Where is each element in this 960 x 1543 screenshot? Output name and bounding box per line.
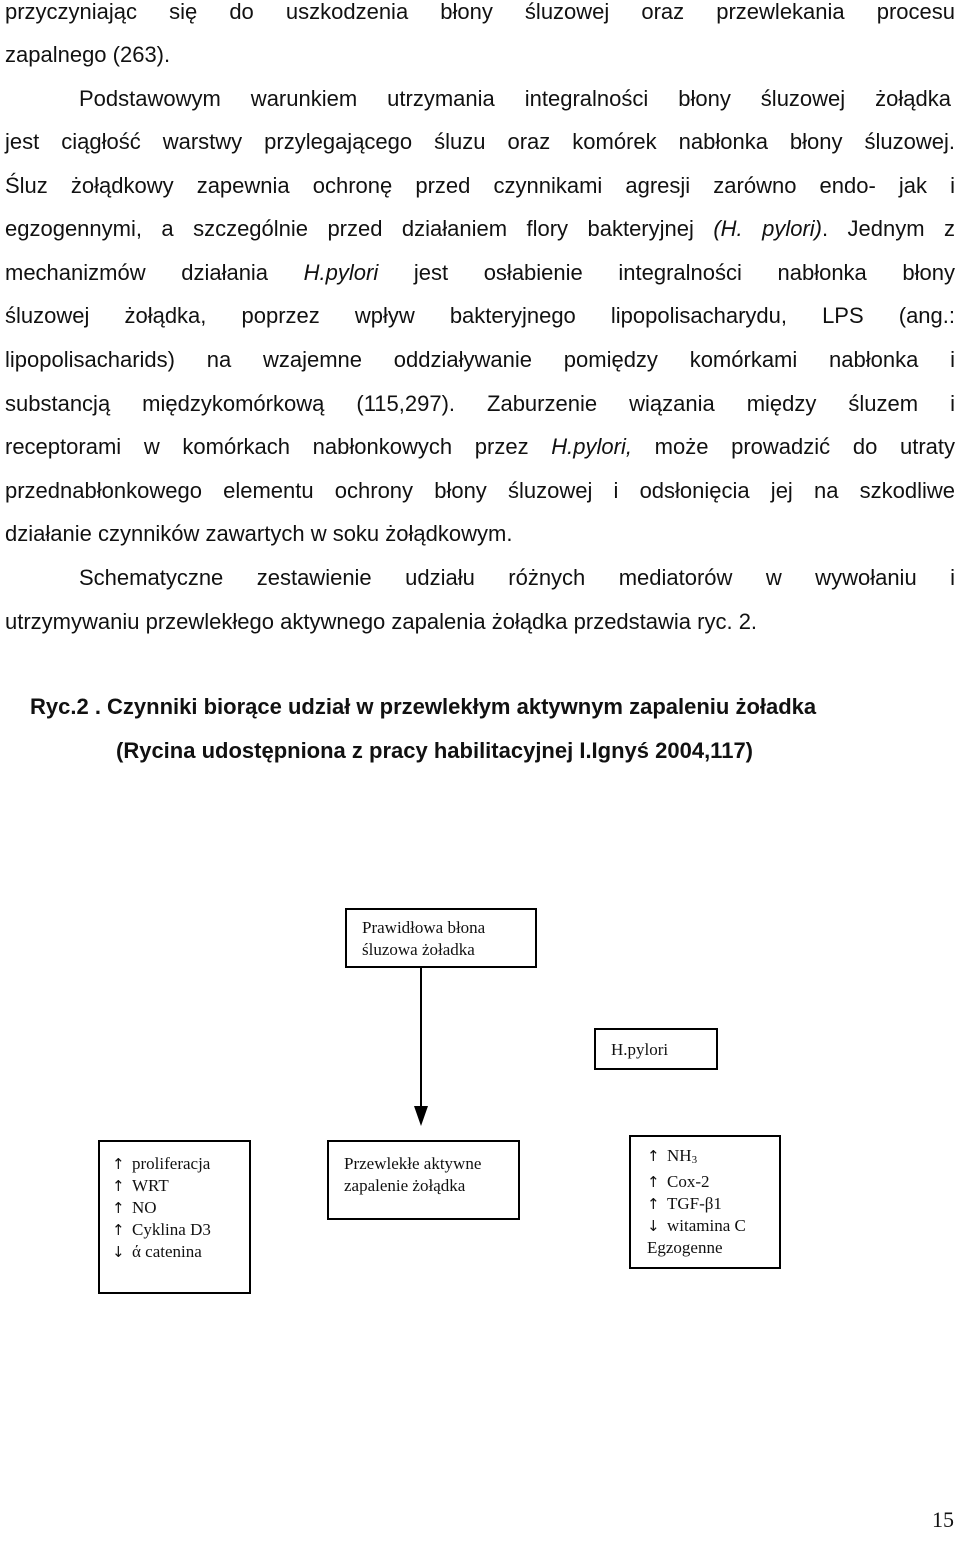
factor-label: Cox-2	[667, 1172, 710, 1191]
connector-line	[420, 968, 422, 1108]
factor-label: ά catenina	[132, 1242, 202, 1261]
factor-label: NH	[667, 1146, 692, 1165]
text-segment: egzogennymi, a szczególnie przed działaniem flory bakteryjnej	[5, 216, 694, 241]
text-line: działanie czynników zawartych w soku żołądkowym.	[5, 521, 513, 546]
text-line: Podstawowym warunkiem utrzymania integralności błony śluzowej żołądka	[79, 86, 951, 111]
factor-subscript: 3	[691, 1154, 698, 1166]
text-segment: receptorami w komórkach nabłonkowych przez	[5, 434, 529, 459]
factor-label: Cyklina D3	[132, 1220, 211, 1239]
text-line: lipopolisacharids) na wzajemne oddziaływanie pomiędzy komórkami nabłonka i	[5, 347, 955, 372]
text-segment-italic: H.pylori	[303, 260, 379, 285]
text-line: przednabłonkowego elementu ochrony błony śluzowej i odsłonięcia jej na szkodliwe	[5, 478, 955, 503]
text-line: Schematyczne zestawienie udziału różnych mediatorów w wywołaniu i	[79, 565, 955, 590]
factor-label: NO	[132, 1198, 157, 1217]
factor-item	[647, 1193, 779, 1215]
arrow-up-icon: ↑	[112, 1177, 125, 1195]
factor-item	[112, 1241, 249, 1263]
factor-label: WRT	[132, 1176, 169, 1195]
right-factors-box	[629, 1135, 781, 1269]
factor-item	[647, 1237, 779, 1259]
text-line: przyczyniając się do uszkodzenia błony śluzowej oraz przewlekania procesu	[5, 0, 955, 24]
factor-item	[647, 1171, 779, 1193]
left-factors-box	[98, 1140, 251, 1294]
text-line: Śluz żołądkowy zapewnia ochronę przed czynnikami agresji zarówno endo- jak i	[5, 173, 955, 198]
text-line: śluzowej żołądka, poprzez wpływ bakteryjnego lipopolisacharydu, LPS (ang.:	[5, 303, 955, 328]
normal-mucosa-box	[345, 908, 537, 968]
arrow-up-icon: ↑	[647, 1147, 660, 1165]
factor-item	[647, 1145, 779, 1171]
factor-label: TGF-β1	[667, 1194, 722, 1213]
hpylori-box	[594, 1028, 718, 1070]
text-line	[5, 258, 955, 288]
figure-caption-title: Ryc.2 . Czynniki biorące udział w przewlekłym aktywnym zapaleniu żoładka	[30, 694, 817, 719]
factor-item	[112, 1219, 249, 1241]
arrow-up-icon: ↑	[647, 1173, 660, 1191]
arrow-down-icon: ↓	[647, 1217, 660, 1235]
arrow-up-icon: ↑	[112, 1221, 125, 1239]
text-segment-italic: H.pylori,	[551, 434, 632, 459]
factor-item	[112, 1153, 249, 1175]
arrow-down-icon	[414, 1106, 428, 1126]
text-line	[5, 432, 955, 462]
text-line: zapalnego (263).	[5, 42, 171, 67]
page-number: 15	[932, 1507, 954, 1532]
text-line	[5, 214, 955, 244]
text-segment-italic: (H. pylori)	[713, 216, 822, 241]
factor-label: witamina C	[667, 1216, 746, 1235]
box-label: Prawidłowa błona	[362, 918, 486, 937]
factor-label: proliferacja	[132, 1154, 211, 1173]
text-segment: jest osłabienie integralności nabłonka błony	[413, 260, 955, 285]
factor-label: Egzogenne	[647, 1238, 723, 1257]
arrow-up-icon: ↑	[112, 1199, 125, 1217]
text-segment: . Jednym z	[821, 216, 955, 241]
arrow-down-icon: ↓	[112, 1243, 125, 1261]
text-line: jest ciągłość warstwy przylegającego śluzu oraz komórek nabłonka błony śluzowej.	[5, 129, 955, 154]
arrow-up-icon: ↑	[112, 1155, 125, 1173]
box-label: zapalenie żołądka	[344, 1176, 466, 1195]
figure-caption-source: (Rycina udostępniona z pracy habilitacyjnej I.Ignyś 2004,117)	[116, 738, 754, 763]
factor-item	[647, 1215, 779, 1237]
text-line: substancją międzykomórkową (115,297). Zaburzenie wiązania między śluzem i	[5, 391, 955, 416]
text-segment: mechanizmów działania	[5, 260, 269, 285]
factor-item	[112, 1175, 249, 1197]
text-segment: może prowadzić do utraty	[654, 434, 956, 459]
factor-item	[112, 1197, 249, 1219]
box-label: Przewlekłe aktywne	[344, 1154, 482, 1173]
box-label: H.pylori	[611, 1040, 669, 1059]
chronic-gastritis-box	[327, 1140, 520, 1220]
box-label: śluzowa żoładka	[362, 940, 475, 959]
text-line: utrzymywaniu przewlekłego aktywnego zapalenia żołądka przedstawia ryc. 2.	[5, 609, 758, 634]
arrow-up-icon: ↑	[647, 1195, 660, 1213]
